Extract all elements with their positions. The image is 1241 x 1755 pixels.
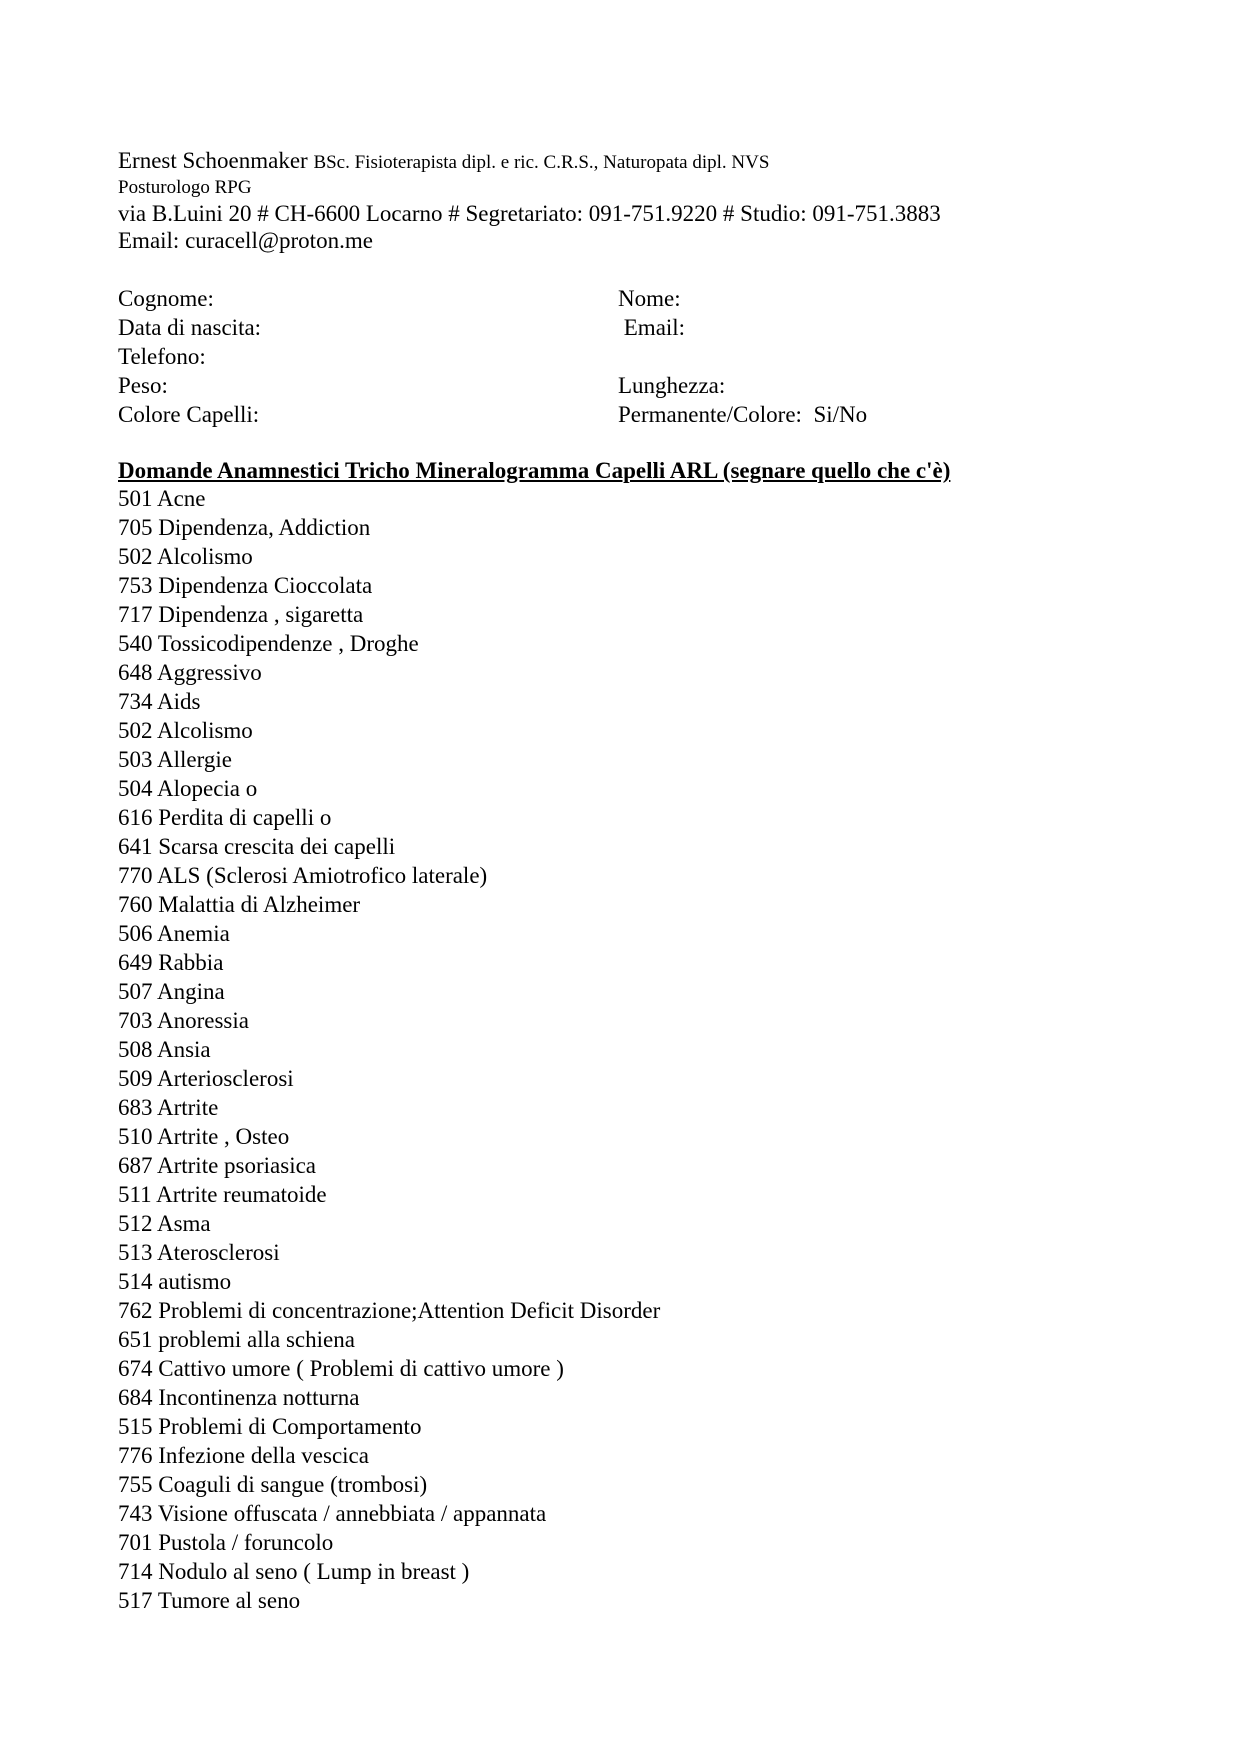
field-label-peso: Peso: <box>118 373 168 398</box>
list-item: 508 Ansia <box>118 1037 211 1062</box>
field-label-telefono: Telefono: <box>118 344 206 369</box>
document-page <box>118 148 1138 1615</box>
letterhead <box>118 148 1138 254</box>
list-item: 511 Artrite reumatoide <box>118 1182 327 1207</box>
field-row <box>118 342 1138 371</box>
list-item: 684 Incontinenza notturna <box>118 1385 360 1410</box>
field-row <box>118 313 1138 342</box>
field-row <box>118 371 1138 400</box>
practice-email: Email: curacell@proton.me <box>118 228 373 253</box>
field-label-email: Email: <box>618 315 686 340</box>
list-item: 510 Artrite , Osteo <box>118 1124 290 1149</box>
list-item: 717 Dipendenza , sigaretta <box>118 602 364 627</box>
list-item: 513 Aterosclerosi <box>118 1240 280 1265</box>
list-item: 743 Visione offuscata / annebbiata / appannata <box>118 1501 547 1526</box>
list-item: 776 Infezione della vescica <box>118 1443 369 1468</box>
condition-list <box>118 484 1138 1615</box>
list-item: 674 Cattivo umore ( Problemi di cattivo umore ) <box>118 1356 564 1381</box>
list-item: 515 Problemi di Comportamento <box>118 1414 422 1439</box>
field-label-lunghezza: Lunghezza: <box>618 373 726 398</box>
list-item: 517 Tumore al seno <box>118 1588 301 1613</box>
list-item: 714 Nodulo al seno ( Lump in breast ) <box>118 1559 470 1584</box>
field-row <box>118 284 1138 313</box>
list-item: 649 Rabbia <box>118 950 224 975</box>
list-item: 734 Aids <box>118 689 201 714</box>
list-item: 705 Dipendenza, Addiction <box>118 515 371 540</box>
list-item: 753 Dipendenza Cioccolata <box>118 573 373 598</box>
list-item: 683 Artrite <box>118 1095 219 1120</box>
practitioner-specialty: Posturologo RPG <box>118 177 252 198</box>
field-label-permanente-colore: Permanente/Colore: Si/No <box>618 402 868 427</box>
list-item: 503 Allergie <box>118 747 232 772</box>
practitioner-credentials: BSc. Fisioterapista dipl. e ric. C.R.S., Naturopata dipl. NVS <box>313 152 770 173</box>
field-row <box>118 400 1138 429</box>
list-item: 760 Malattia di Alzheimer <box>118 892 361 917</box>
field-label-colore-capelli: Colore Capelli: <box>118 402 260 427</box>
list-item: 770 ALS (Sclerosi Amiotrofico laterale) <box>118 863 488 888</box>
patient-fields <box>118 284 1138 429</box>
list-item: 703 Anoressia <box>118 1008 249 1033</box>
list-item: 507 Angina <box>118 979 225 1004</box>
list-item: 506 Anemia <box>118 921 230 946</box>
list-item: 502 Alcolismo <box>118 544 253 569</box>
list-item: 648 Aggressivo <box>118 660 262 685</box>
list-item: 641 Scarsa crescita dei capelli <box>118 834 396 859</box>
list-item: 509 Arteriosclerosi <box>118 1066 294 1091</box>
section-title: Domande Anamnestici Tricho Mineralogramma Capelli ARL (segnare quello che c'è) <box>118 458 951 483</box>
field-label-nome: Nome: <box>618 286 681 311</box>
list-item: 504 Alopecia o <box>118 776 258 801</box>
list-item: 687 Artrite psoriasica <box>118 1153 317 1178</box>
field-label-data-nascita: Data di nascita: <box>118 315 262 340</box>
list-item: 616 Perdita di capelli o <box>118 805 332 830</box>
list-item: 514 autismo <box>118 1269 232 1294</box>
practitioner-name: Ernest Schoenmaker <box>118 148 308 173</box>
list-item: 651 problemi alla schiena <box>118 1327 355 1352</box>
list-item: 540 Tossicodipendenze , Droghe <box>118 631 419 656</box>
list-item: 701 Pustola / foruncolo <box>118 1530 334 1555</box>
list-item: 501 Acne <box>118 486 206 511</box>
practice-address: via B.Luini 20 # CH-6600 Locarno # Segretariato: 091-751.9220 # Studio: 091-751.3883 <box>118 201 941 226</box>
list-item: 512 Asma <box>118 1211 211 1236</box>
field-label-cognome: Cognome: <box>118 286 214 311</box>
list-item: 502 Alcolismo <box>118 718 253 743</box>
list-item: 762 Problemi di concentrazione;Attention Deficit Disorder <box>118 1298 661 1323</box>
letterhead-name-line <box>118 148 1138 175</box>
list-item: 755 Coaguli di sangue (trombosi) <box>118 1472 428 1497</box>
